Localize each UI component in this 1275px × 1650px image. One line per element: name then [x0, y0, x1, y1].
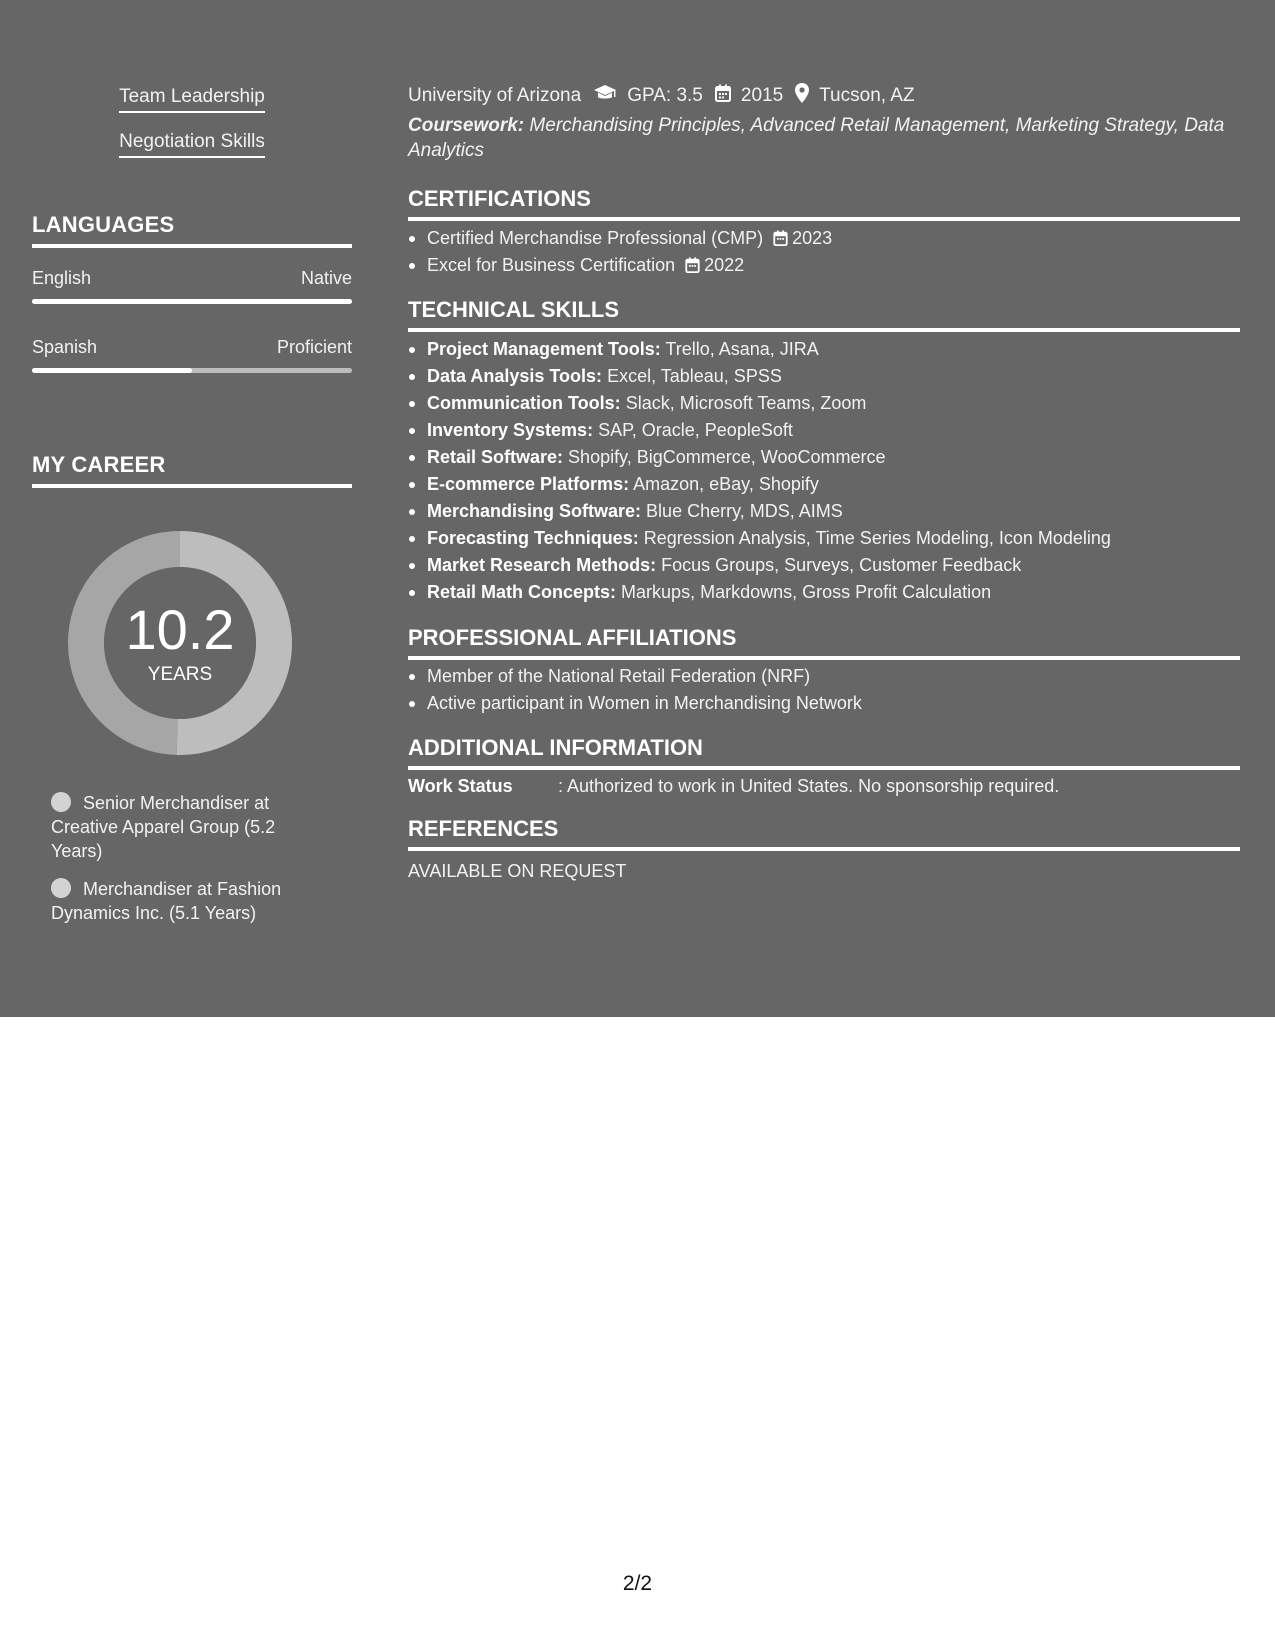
- technical-skills-title: TECHNICAL SKILLS: [408, 297, 1240, 332]
- work-status-value: : Authorized to work in United States. No sponsorship required.: [558, 776, 1060, 796]
- career-years-unit: YEARS: [147, 664, 213, 685]
- proficiency-fill: [32, 299, 352, 304]
- language-proficiency-bar: [32, 299, 352, 304]
- list-item: Project Management Tools: Trello, Asana, JIRA: [408, 336, 1240, 363]
- certifications-list: [408, 225, 1240, 279]
- coursework: Coursework: Merchandising Principles, Advanced Retail Management, Marketing Strategy, Data Analytics: [408, 115, 1225, 161]
- education-line: [408, 83, 915, 109]
- list-item: Merchandising Software: Blue Cherry, MDS, AIMS: [408, 498, 1240, 525]
- additional-info-title: ADDITIONAL INFORMATION: [408, 735, 1240, 770]
- affiliations-title: PROFESSIONAL AFFILIATIONS: [408, 625, 1240, 660]
- career-legend-item: Merchandiser at Fashion Dynamics Inc. (5.1 Years): [51, 879, 282, 923]
- language-proficiency-bar: [32, 368, 352, 373]
- location-pin-icon: [795, 83, 809, 109]
- list-item: Market Research Methods: Focus Groups, Surveys, Customer Feedback: [408, 552, 1240, 579]
- list-item: Data Analysis Tools: Excel, Tableau, SPSS: [408, 363, 1240, 390]
- page-number: 2/2: [622, 1572, 653, 1595]
- career-heading: MY CAREER: [32, 452, 352, 488]
- calendar-icon: [685, 254, 700, 281]
- calendar-icon: [773, 227, 788, 254]
- graduation-year: 2015: [740, 85, 784, 106]
- list-item: Member of the National Retail Federation (NRF): [408, 663, 1240, 690]
- school-location: Tucson, AZ: [819, 85, 915, 106]
- list-item: Retail Software: Shopify, BigCommerce, WooCommerce: [408, 444, 1240, 471]
- language-name: Spanish: [32, 337, 98, 357]
- affiliations-list: [408, 663, 1240, 717]
- list-item: Active participant in Women in Merchandising Network: [408, 690, 1240, 717]
- language-name: English: [32, 268, 92, 288]
- list-item: Forecasting Techniques: Regression Analysis, Time Series Modeling, Icon Modeling: [408, 525, 1240, 552]
- calendar-icon: [715, 84, 731, 108]
- list-item: Excel for Business Certification 2022: [408, 252, 1240, 279]
- work-status-row: [408, 776, 1240, 797]
- skill-tag: Negotiation Skills: [32, 131, 352, 158]
- language-level: Proficient: [276, 337, 352, 357]
- references-text: AVAILABLE ON REQUEST: [408, 861, 627, 881]
- legend-dot-icon: [51, 792, 71, 812]
- legend-dot-icon: [51, 878, 71, 898]
- list-item: Inventory Systems: SAP, Oracle, PeopleSoft: [408, 417, 1240, 444]
- gpa: GPA: 3.5: [627, 85, 703, 106]
- certifications-title: CERTIFICATIONS: [408, 186, 1240, 221]
- graduation-cap-icon: [593, 84, 617, 108]
- list-item: Certified Merchandise Professional (CMP) 2023: [408, 225, 1240, 252]
- proficiency-fill: [32, 368, 192, 373]
- language-row: [32, 268, 352, 289]
- school-name: University of Arizona: [408, 85, 582, 106]
- languages-heading: LANGUAGES: [32, 212, 352, 248]
- career-donut-chart: [67, 530, 293, 756]
- career-legend-item: Senior Merchandiser at Creative Apparel Group (5.2 Years): [51, 793, 276, 861]
- career-years-number: 10.2: [125, 598, 235, 661]
- language-row: [32, 337, 352, 358]
- skill-tag: Team Leadership: [32, 86, 352, 113]
- references-title: REFERENCES: [408, 816, 1240, 851]
- list-item: Communication Tools: Slack, Microsoft Teams, Zoom: [408, 390, 1240, 417]
- work-status-label: Work Status: [408, 776, 513, 796]
- list-item: E-commerce Platforms: Amazon, eBay, Shopify: [408, 471, 1240, 498]
- technical-skills-list: [408, 336, 1240, 606]
- language-level: Native: [300, 268, 352, 288]
- list-item: Retail Math Concepts: Markups, Markdowns, Gross Profit Calculation: [408, 579, 1240, 606]
